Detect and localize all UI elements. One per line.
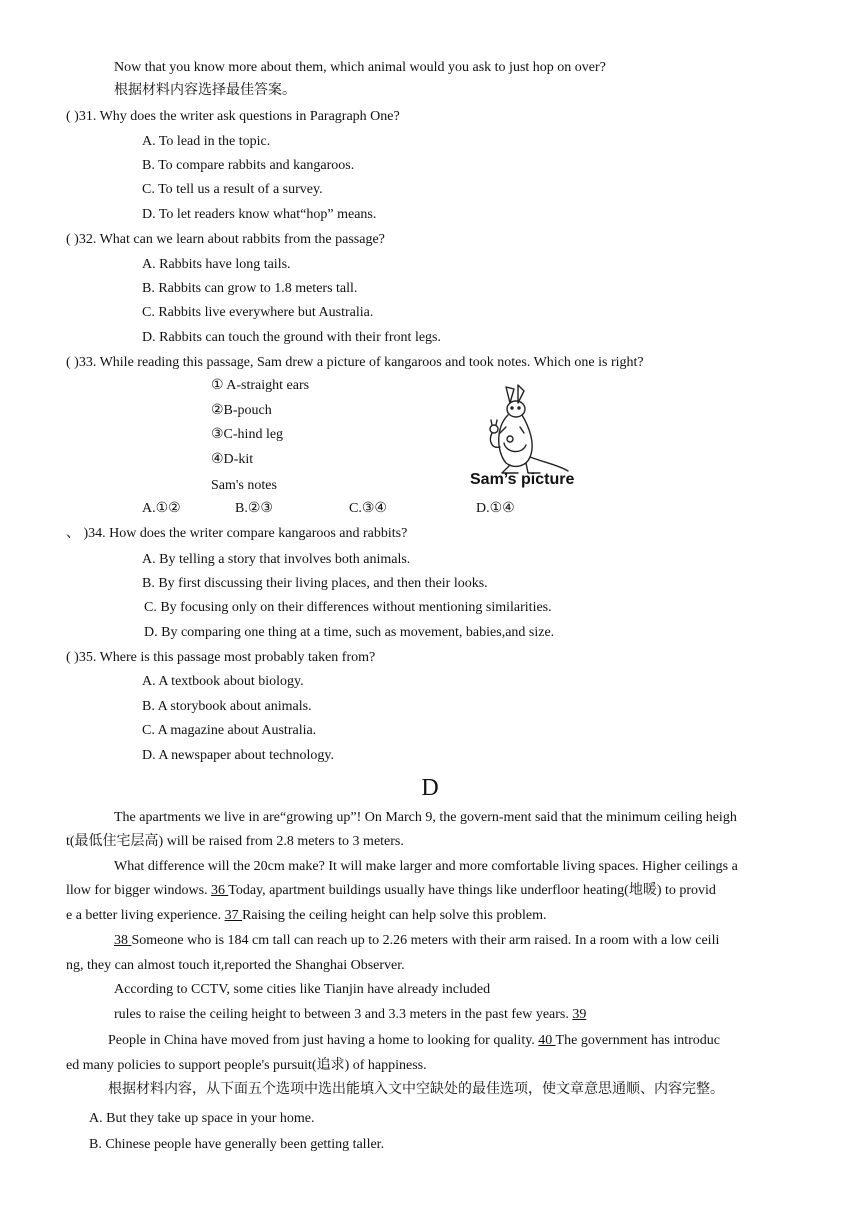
q34-option-b: B. By first discussing their living places, and then their looks. bbox=[142, 576, 488, 591]
q32-option-a: A. Rabbits have long tails. bbox=[142, 257, 291, 272]
q32-option-b: B. Rabbits can grow to 1.8 meters tall. bbox=[142, 281, 358, 296]
q31-option-d: D. To let readers know what“hop” means. bbox=[142, 207, 377, 222]
blank-39: 39 bbox=[572, 1007, 587, 1022]
q35-option-d: D. A newspaper about technology. bbox=[142, 748, 334, 763]
blank-36: 36 bbox=[211, 883, 229, 898]
option-d-a: A. But they take up space in your home. bbox=[89, 1111, 315, 1126]
question-33: ( )33. While reading this passage, Sam drew a picture of kangaroos and took notes. Which one is right? bbox=[66, 355, 644, 370]
passage-p3-line1 bbox=[114, 932, 719, 950]
question-31: ( )31. Why does the writer ask questions in Paragraph One? bbox=[66, 109, 400, 124]
q32-option-d: D. Rabbits can touch the ground with their front legs. bbox=[142, 330, 441, 345]
passage-p2-line2-b: Today, apartment buildings usually have things like underfloor heating(地暖) to provid bbox=[228, 883, 716, 898]
q34-option-c: C. By focusing only on their differences without mentioning similarities. bbox=[144, 600, 552, 615]
blank-40: 40 bbox=[538, 1033, 556, 1048]
q35-option-c: C. A magazine about Australia. bbox=[142, 723, 317, 738]
passage-p4-line2-text: rules to raise the ceiling height to between 3 and 3.3 meters in the past few years. bbox=[114, 1007, 573, 1022]
blank-38: 38 bbox=[114, 933, 132, 948]
instruction-d: 根据材料内容，从下面五个选项中选出能填入文中空缺处的最佳选项，使文章意思通顺、内容完整。 bbox=[108, 1082, 724, 1097]
question-34: 、 )34. How does the writer compare kangaroos and rabbits? bbox=[66, 526, 408, 541]
passage-p3-line2: ng, they can almost touch it,reported the Shanghai Observer. bbox=[66, 958, 405, 973]
passage-p2-line1: What difference will the 20cm make? It will make larger and more comfortable living spaces. Higher ceilings a bbox=[114, 859, 738, 874]
instruction-c: 根据材料内容选择最佳答案。 bbox=[114, 83, 296, 98]
q31-option-c: C. To tell us a result of a survey. bbox=[142, 182, 323, 197]
q31-option-a: A. To lead in the topic. bbox=[142, 134, 271, 149]
q35-option-a: A. A textbook about biology. bbox=[142, 674, 304, 689]
blank-37: 37 bbox=[224, 908, 243, 923]
q34-option-a: A. By telling a story that involves both animals. bbox=[142, 552, 411, 567]
passage-p4-line2 bbox=[114, 1006, 586, 1024]
picture-caption: Sam’s picture bbox=[470, 471, 575, 488]
q33-option-b: B.②③ bbox=[235, 501, 273, 516]
passage-p3-line1-text: Someone who is 184 cm tall can reach up to 2.26 meters with their arm raised. In a room with a low ceili bbox=[131, 933, 720, 948]
passage-p2-line2-a: llow for bigger windows. bbox=[66, 883, 212, 898]
q33-option-d: D.①④ bbox=[476, 501, 515, 516]
sam-note-3: ③C-hind leg bbox=[211, 427, 284, 442]
passage-p5-line1-a: People in China have moved from just having a home to looking for quality. bbox=[108, 1033, 539, 1048]
passage-p5-line2: ed many policies to support people's pursuit(追求) of happiness. bbox=[66, 1058, 427, 1073]
passage-p1-line2: t(最低住宅层高) will be raised from 2.8 meters to 3 meters. bbox=[66, 834, 404, 849]
passage-p1-line1: The apartments we live in are“growing up”! On March 9, the govern-ment said that the minimum ceiling heigh bbox=[114, 810, 737, 825]
passage-p2-line3 bbox=[66, 907, 547, 925]
option-d-b: B. Chinese people have generally been getting taller. bbox=[89, 1137, 385, 1152]
passage-p5-line1-b: The government has introduc bbox=[555, 1033, 720, 1048]
q33-option-c: C.③④ bbox=[349, 501, 387, 516]
passage-p2-line3-a: e a better living experience. bbox=[66, 908, 225, 923]
question-32: ( )32. What can we learn about rabbits from the passage? bbox=[66, 232, 385, 247]
question-35: ( )35. Where is this passage most probably taken from? bbox=[66, 650, 376, 665]
passage-p4-line1: According to CCTV, some cities like Tianjin have already included bbox=[114, 982, 491, 997]
q33-option-a: A.①② bbox=[142, 501, 181, 516]
q32-option-c: C. Rabbits live everywhere but Australia. bbox=[142, 305, 374, 320]
passage-p2-line3-b: Raising the ceiling height can help solve this problem. bbox=[242, 908, 547, 923]
sam-note-1: ① A-straight ears bbox=[211, 378, 310, 393]
passage-p5-line1 bbox=[108, 1032, 720, 1050]
passage-p2-line2 bbox=[66, 882, 716, 900]
q34-option-d: D. By comparing one thing at a time, such as movement, babies,and size. bbox=[144, 625, 555, 640]
sam-note-4: ④D-kit bbox=[211, 452, 254, 467]
intro-line: Now that you know more about them, which animal would you ask to just hop on over? bbox=[114, 60, 606, 75]
q31-option-b: B. To compare rabbits and kangaroos. bbox=[142, 158, 355, 173]
q35-option-b: B. A storybook about animals. bbox=[142, 699, 312, 714]
sam-notes-label: Sam's notes bbox=[211, 478, 277, 493]
sam-note-2: ②B-pouch bbox=[211, 403, 272, 418]
section-title: D bbox=[421, 775, 439, 801]
